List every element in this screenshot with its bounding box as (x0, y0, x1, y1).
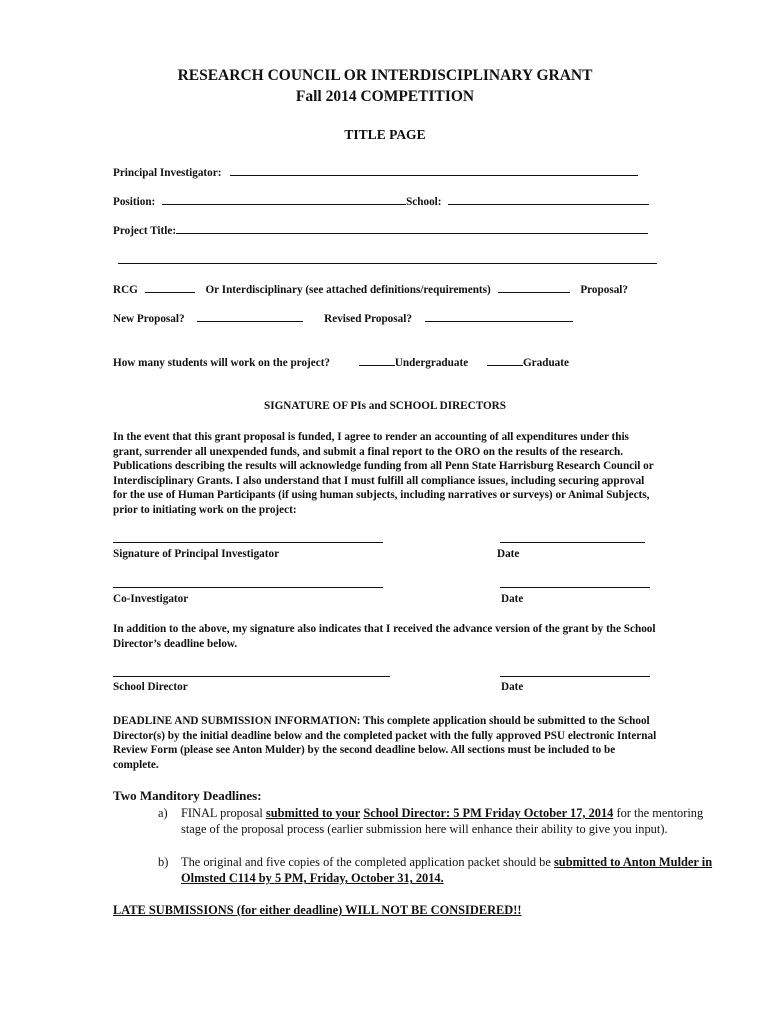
graduate-label: Graduate (522, 357, 569, 369)
interdisciplinary-field[interactable] (498, 282, 570, 293)
deadline-item (158, 854, 713, 887)
pi-signature-line[interactable] (113, 542, 383, 543)
new-proposal-label: New Proposal? (113, 313, 185, 325)
graduate-count-field[interactable] (487, 355, 523, 366)
project-title-field[interactable] (176, 223, 648, 234)
deadline-emphasis: submitted to your (265, 806, 361, 820)
director-paragraph: In addition to the above, my signature also indicates that I received the advance version of the grant by the School Director’s deadline below. (113, 623, 656, 650)
agreement-paragraph: In the event that this grant proposal is funded, I agree to render an accounting of all expenditures under this grant, surrender all unexpended funds, and submit a final report to the ORO on the results of the research. Publications describing the results will acknowledge funding from all Penn State Harrisburg Research Council or Interdisciplinary Grants. I also understand that I must fulfill all compliance issues, including securing approval for the use of Human Participants (if using human subjects, including narratives or surveys) or Animal Subjects, prior to initiating work on the project: (113, 431, 654, 516)
deadline-text-part: The original and five copies of the completed application packet should be (181, 855, 554, 869)
school-label: School: (406, 196, 442, 208)
position-label: Position: (113, 196, 156, 208)
pi-row (113, 165, 638, 179)
proposal-status-row (113, 311, 573, 325)
deadline-emphasis: School Director: 5 PM Friday October 17, 2014 (363, 806, 614, 820)
project-title-label: Project Title: (113, 225, 177, 237)
grant-type-row (113, 282, 628, 296)
deadline-text-part: FINAL proposal (181, 806, 266, 820)
pi-date-label: Date (497, 548, 520, 560)
revised-proposal-field[interactable] (425, 311, 573, 322)
project-title-field-line2[interactable] (118, 263, 657, 264)
deadline-marker: a) (158, 806, 168, 820)
co-investigator-date-label: Date (501, 593, 524, 605)
school-director-signature-line[interactable] (113, 676, 390, 677)
students-label: How many students will work on the project? (113, 357, 331, 369)
co-investigator-signature-line[interactable] (113, 587, 383, 588)
pi-field[interactable] (230, 165, 638, 176)
proposal-label: Proposal? (580, 284, 628, 296)
deadlines-heading: Two Manditory Deadlines: (113, 788, 262, 803)
co-investigator-date-line[interactable] (500, 587, 650, 588)
undergraduate-count-field[interactable] (359, 355, 395, 366)
deadline-text (181, 805, 713, 838)
rcg-label: RCG (113, 284, 138, 296)
new-proposal-field[interactable] (197, 311, 303, 322)
revised-proposal-label: Revised Proposal? (324, 313, 412, 325)
title-page-heading: TITLE PAGE (344, 127, 426, 142)
co-investigator-label: Co-Investigator (113, 593, 189, 605)
pi-date-line[interactable] (500, 542, 645, 543)
school-field[interactable] (448, 194, 649, 205)
school-director-date-label: Date (501, 681, 524, 693)
deadline-marker: b) (158, 855, 169, 869)
undergraduate-label: Undergraduate (394, 357, 469, 369)
deadline-item (158, 805, 713, 838)
position-row (113, 194, 649, 208)
competition-title: Fall 2014 COMPETITION (295, 88, 475, 105)
signature-heading: SIGNATURE OF PIs and SCHOOL DIRECTORS (264, 400, 506, 412)
pi-signature-label: Signature of Principal Investigator (113, 548, 280, 560)
project-title-row (113, 223, 648, 237)
pi-label: Principal Investigator: (113, 167, 222, 179)
school-director-date-line[interactable] (500, 676, 650, 677)
deadline-info-paragraph: DEADLINE AND SUBMISSION INFORMATION: This complete application should be submitted to the School Director(s) by the initial deadline below and the completed packet with the fully approved PSU electronic Internal Review Form (please see Anton Mulder) by the second deadline below. All sections must be included to be complete. (113, 715, 657, 771)
deadline-emphasis: submitted to Anton Mulder in Olmsted C114 by 5 PM, Friday, October 31, 2014. (181, 855, 713, 886)
interdisciplinary-label: Or Interdisciplinary (see attached definitions/requirements) (205, 284, 491, 296)
position-field[interactable] (162, 194, 406, 205)
form-title: RESEARCH COUNCIL OR INTERDISCIPLINARY GRANT (177, 67, 593, 84)
late-submission-notice: LATE SUBMISSIONS (for either deadline) WILL NOT BE CONSIDERED!! (113, 903, 522, 917)
rcg-field[interactable] (145, 282, 195, 293)
school-director-label: School Director (113, 681, 188, 693)
deadline-text (181, 854, 713, 887)
students-row (113, 355, 569, 369)
deadline-text-part: for the mentoring stage of the proposal process (earlier submission here will enhance their ability to give you input). (181, 806, 704, 837)
